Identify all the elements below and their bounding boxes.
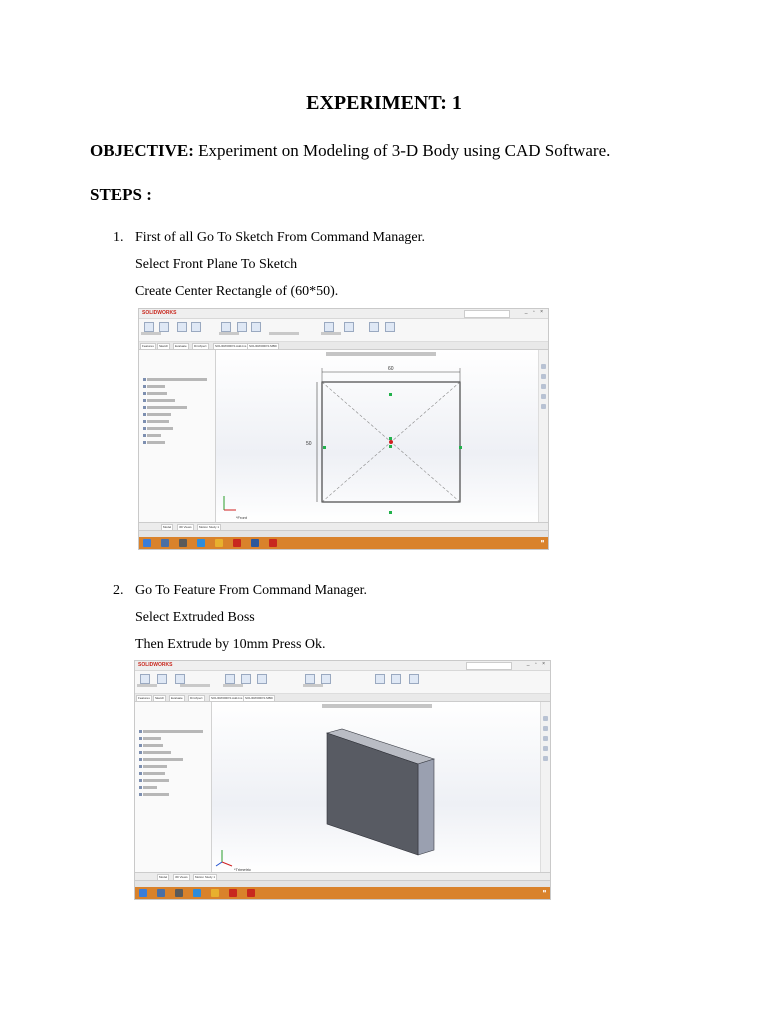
tree-item[interactable] bbox=[143, 744, 163, 747]
boss-extrude-icon bbox=[139, 793, 142, 796]
app-icon[interactable] bbox=[269, 539, 277, 547]
curves-icon bbox=[391, 674, 401, 684]
model-canvas bbox=[212, 702, 540, 873]
history-icon bbox=[139, 737, 142, 740]
smart-dimension-icon bbox=[159, 322, 169, 332]
tab-mbd[interactable]: SOLIDWORKS MBD bbox=[245, 696, 273, 700]
window-controls-icon: _ ▫ × bbox=[524, 309, 545, 315]
tree-item[interactable] bbox=[143, 765, 167, 768]
tree-item[interactable] bbox=[147, 434, 161, 437]
search-box bbox=[466, 662, 512, 670]
height-dimension-label: 50 bbox=[306, 441, 312, 447]
plane-icon bbox=[143, 427, 146, 430]
ribbon-labels bbox=[303, 684, 323, 687]
command-tabs bbox=[135, 694, 550, 702]
folder-icon[interactable] bbox=[211, 889, 219, 897]
sketch-canvas bbox=[216, 350, 538, 523]
tab-evaluate[interactable]: Evaluate bbox=[175, 344, 187, 348]
ie-icon[interactable] bbox=[197, 539, 205, 547]
resources-icon[interactable] bbox=[541, 364, 546, 369]
start-icon[interactable] bbox=[143, 539, 151, 547]
trim-icon bbox=[221, 322, 231, 332]
convert-icon bbox=[237, 322, 247, 332]
ribbon-labels bbox=[180, 684, 210, 687]
clock-icon: ▮▮ bbox=[540, 539, 544, 543]
midpoint-relation bbox=[459, 446, 462, 449]
windows-taskbar bbox=[139, 537, 548, 549]
swept-boss-icon bbox=[175, 674, 185, 684]
instant3d-icon bbox=[409, 674, 419, 684]
solidworks-taskbar-icon[interactable] bbox=[229, 889, 237, 897]
tree-item[interactable] bbox=[147, 399, 175, 402]
linear-pattern-icon bbox=[321, 674, 331, 684]
step-1-line-3: Create Center Rectangle of (60*50). bbox=[135, 284, 339, 299]
sensor-icon bbox=[143, 392, 146, 395]
ribbon-labels bbox=[141, 332, 161, 335]
appearances-icon[interactable] bbox=[541, 404, 546, 409]
command-manager bbox=[135, 671, 550, 694]
sensor-icon bbox=[139, 744, 142, 747]
view-palette-icon[interactable] bbox=[543, 746, 548, 751]
ribbon-labels bbox=[269, 332, 299, 335]
graphics-area[interactable] bbox=[212, 702, 540, 873]
fillet-icon bbox=[305, 674, 315, 684]
tree-item[interactable] bbox=[143, 779, 169, 782]
tree-item[interactable] bbox=[143, 737, 161, 740]
tab-evaluate[interactable]: Evaluate bbox=[171, 696, 183, 700]
file-explorer-icon[interactable] bbox=[543, 736, 548, 741]
tree-item[interactable] bbox=[147, 413, 171, 416]
offset-icon bbox=[251, 322, 261, 332]
extrude-side-face bbox=[418, 759, 434, 855]
plane-icon bbox=[139, 765, 142, 768]
coincident-relation bbox=[389, 445, 392, 448]
objective-text: Experiment on Modeling of 3-D Body using CAD Software. bbox=[193, 141, 611, 160]
graphics-area[interactable] bbox=[216, 350, 538, 523]
task-pane bbox=[540, 702, 550, 873]
tab-model[interactable]: Model bbox=[163, 525, 172, 529]
screenshot-extrude bbox=[134, 660, 551, 900]
app-icon[interactable] bbox=[175, 889, 183, 897]
ribbon-labels bbox=[321, 332, 341, 335]
midpoint-relation bbox=[323, 446, 326, 449]
annotations-icon bbox=[139, 751, 142, 754]
step-2-number: 2. bbox=[113, 583, 124, 598]
screenshot-sketch bbox=[138, 308, 549, 550]
part-icon bbox=[139, 730, 142, 733]
solidworks-logo: SOLIDWORKS bbox=[142, 310, 177, 316]
status-bar bbox=[135, 880, 550, 887]
instant2d-icon bbox=[385, 322, 395, 332]
tree-item[interactable] bbox=[147, 427, 173, 430]
plane-icon bbox=[143, 420, 146, 423]
word-icon[interactable] bbox=[251, 539, 259, 547]
sketch-icon bbox=[143, 441, 146, 444]
solidworks-taskbar-icon[interactable] bbox=[233, 539, 241, 547]
tree-item[interactable] bbox=[143, 730, 203, 733]
ie-icon[interactable] bbox=[193, 889, 201, 897]
plane-icon bbox=[139, 779, 142, 782]
app-titlebar bbox=[135, 661, 550, 671]
objective bbox=[90, 141, 610, 161]
design-library-icon[interactable] bbox=[543, 726, 548, 731]
status-bar bbox=[139, 530, 548, 537]
tab-motion-study[interactable]: Motion Study 1 bbox=[199, 525, 220, 529]
midpoint-relation bbox=[389, 393, 392, 396]
step-2-line-2: Select Extruded Boss bbox=[135, 610, 255, 625]
origin-icon bbox=[139, 786, 142, 789]
revolved-boss-icon bbox=[157, 674, 167, 684]
tab-features[interactable]: Features bbox=[138, 696, 150, 700]
tab-3d-views[interactable]: 3D Views bbox=[179, 525, 192, 529]
app-titlebar bbox=[139, 309, 548, 319]
part-icon bbox=[143, 378, 146, 381]
material-icon bbox=[143, 406, 146, 409]
tab-sketch[interactable]: Sketch bbox=[159, 344, 169, 348]
extruded-boss-icon bbox=[140, 674, 150, 684]
material-icon bbox=[139, 758, 142, 761]
revolved-cut-icon bbox=[257, 674, 267, 684]
line-icon bbox=[177, 322, 187, 332]
sketch-icon bbox=[144, 322, 154, 332]
circle-icon bbox=[191, 322, 201, 332]
tree-item[interactable] bbox=[143, 772, 165, 775]
view-orientation-label: *Front bbox=[236, 515, 247, 520]
steps-heading: STEPS : bbox=[90, 185, 152, 204]
tree-item[interactable] bbox=[143, 793, 169, 796]
plane-icon bbox=[139, 772, 142, 775]
page-title: EXPERIMENT: 1 bbox=[306, 92, 462, 114]
width-dimension-label: 60 bbox=[388, 366, 394, 372]
hole-wizard-icon bbox=[241, 674, 251, 684]
file-explorer-icon[interactable] bbox=[541, 384, 546, 389]
display-relations-icon bbox=[324, 322, 334, 332]
origin-point bbox=[389, 440, 393, 444]
step-1-line-1: First of all Go To Sketch From Command Manager. bbox=[135, 230, 426, 245]
design-library-icon[interactable] bbox=[541, 374, 546, 379]
tree-item[interactable] bbox=[147, 441, 165, 444]
command-tabs bbox=[139, 342, 548, 350]
tree-item[interactable] bbox=[143, 751, 171, 754]
tree-item[interactable] bbox=[147, 392, 167, 395]
tree-item[interactable] bbox=[147, 385, 165, 388]
view-orientation-label: *Trimetric bbox=[234, 867, 251, 872]
solidworks-logo: SOLIDWORKS bbox=[138, 662, 173, 668]
tab-sketch[interactable]: Sketch bbox=[155, 696, 165, 700]
annotations-icon bbox=[143, 399, 146, 402]
clock-icon: ▮▮ bbox=[542, 889, 546, 893]
explorer-icon[interactable] bbox=[157, 889, 165, 897]
start-icon[interactable] bbox=[139, 889, 147, 897]
ribbon-labels bbox=[223, 684, 243, 687]
step-2-line-1: Go To Feature From Command Manager. bbox=[135, 583, 368, 598]
rapid-sketch-icon bbox=[369, 322, 379, 332]
tab-dimxpert[interactable]: DimXpert bbox=[194, 344, 207, 348]
triad-x-axis bbox=[222, 862, 232, 866]
command-manager bbox=[139, 319, 548, 342]
folder-icon[interactable] bbox=[215, 539, 223, 547]
extruded-cut-icon bbox=[225, 674, 235, 684]
feature-manager-tree bbox=[139, 350, 216, 523]
midpoint-relation bbox=[389, 511, 392, 514]
task-pane bbox=[538, 350, 548, 523]
app-icon[interactable] bbox=[247, 889, 255, 897]
tab-features[interactable]: Features bbox=[142, 344, 154, 348]
repair-sketch-icon bbox=[344, 322, 354, 332]
ribbon-labels bbox=[219, 332, 239, 335]
tree-item[interactable] bbox=[147, 406, 187, 409]
tree-item[interactable] bbox=[147, 378, 207, 381]
tree-item[interactable] bbox=[147, 420, 169, 423]
appearances-icon[interactable] bbox=[543, 756, 548, 761]
history-icon bbox=[143, 385, 146, 388]
coincident-relation bbox=[389, 437, 392, 440]
search-box bbox=[464, 310, 510, 318]
triad-z-axis bbox=[216, 862, 222, 866]
view-palette-icon[interactable] bbox=[541, 394, 546, 399]
tab-motion-study[interactable]: Motion Study 1 bbox=[195, 875, 216, 879]
reference-geometry-icon bbox=[375, 674, 385, 684]
step-1-number: 1. bbox=[113, 230, 124, 245]
objective-label: OBJECTIVE: bbox=[90, 141, 194, 160]
feature-manager-tree bbox=[135, 702, 212, 873]
ribbon-labels bbox=[137, 684, 157, 687]
tab-addins[interactable]: SOLIDWORKS Add-Ins bbox=[215, 344, 247, 348]
step-2-line-3: Then Extrude by 10mm Press Ok. bbox=[135, 637, 326, 652]
tab-3d-views[interactable]: 3D Views bbox=[175, 875, 188, 879]
tab-addins[interactable]: SOLIDWORKS Add-Ins bbox=[211, 696, 243, 700]
origin-icon bbox=[143, 434, 146, 437]
tab-mbd[interactable]: SOLIDWORKS MBD bbox=[249, 344, 277, 348]
explorer-icon[interactable] bbox=[161, 539, 169, 547]
tree-item[interactable] bbox=[143, 758, 183, 761]
windows-taskbar bbox=[135, 887, 550, 899]
app-icon[interactable] bbox=[179, 539, 187, 547]
window-controls-icon: _ ▫ × bbox=[526, 661, 547, 667]
plane-icon bbox=[143, 413, 146, 416]
tab-dimxpert[interactable]: DimXpert bbox=[190, 696, 203, 700]
resources-icon[interactable] bbox=[543, 716, 548, 721]
tree-item[interactable] bbox=[143, 786, 157, 789]
tab-model[interactable]: Model bbox=[159, 875, 168, 879]
step-1-line-2: Select Front Plane To Sketch bbox=[135, 257, 298, 272]
